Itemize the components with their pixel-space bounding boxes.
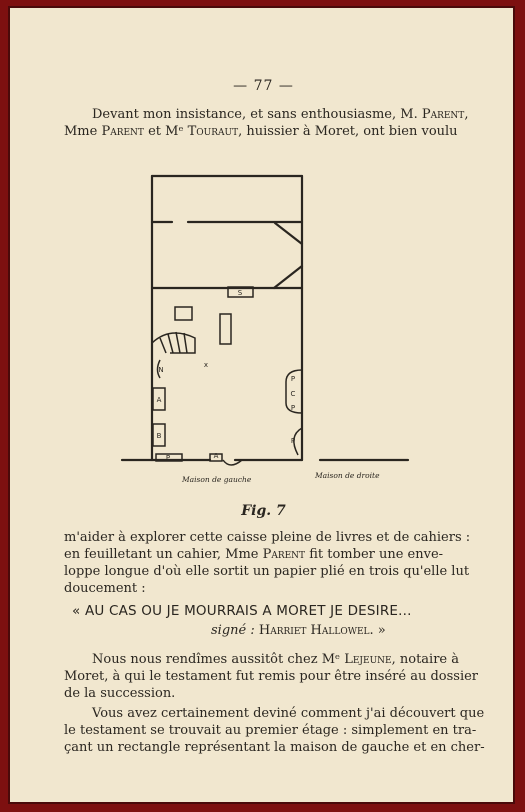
plan-box-table [175, 307, 192, 320]
intro-line-1: Devant mon insistance, et sans enthousiasme, M. Parent, [92, 107, 469, 122]
para3-line-3: çant un rectangle représentant la maison de gauche et en cher- [64, 740, 485, 755]
floor-plan-diagram [10, 8, 517, 498]
para2-line-1: Nous nous rendîmes aussitôt chez Mᵉ Lejeune, notaire à [92, 652, 459, 667]
intro-line-2: Mme Parent et Mᵉ Touraut, huissier à Moret, ont bien voulu [64, 124, 458, 139]
plan-label-p-bottom: P [165, 454, 171, 462]
plan-diagonal-2 [274, 266, 302, 288]
plan-label-c: C [290, 390, 296, 398]
plan-label-p-low: P [290, 437, 296, 445]
figure-caption: Fig. 7 [241, 503, 286, 519]
plan-label-s: S [237, 289, 243, 297]
book-page [8, 6, 515, 804]
para1-line-3: loppe longue d'où elle sortit un papier plié en trois qu'elle lut [64, 564, 470, 579]
house-left-label: Maison de gauche [182, 475, 252, 484]
plan-label-p-upper: P [290, 375, 296, 383]
para3-line-2: le testament se trouvait au premier étage : simplement en tra- [64, 723, 477, 738]
plan-label-p-mid: P [290, 404, 296, 412]
quote-signature: signé : Harriet Hallowel. » [211, 623, 386, 638]
para1-line-4: doucement : [64, 581, 146, 596]
plan-label-b: B [156, 432, 162, 440]
para1-line-1: m'aider à explorer cette caisse pleine de livres et de cahiers : [64, 530, 471, 545]
plan-label-x: x [203, 361, 209, 369]
quote-text: « AU CAS OU JE MOURRAIS A MORET JE DESIRE... [72, 603, 412, 619]
plan-diagonal-1 [275, 223, 302, 244]
para2-line-3: de la succession. [64, 686, 176, 701]
plan-label-a: A [156, 396, 162, 404]
plan-staircase [152, 333, 195, 353]
page-number: — 77 — [233, 78, 294, 94]
plan-label-a-bottom: A [213, 452, 219, 460]
house-right-label: Maison de droite [315, 471, 380, 480]
para2-line-2: Moret, à qui le testament fut remis pour être inséré au dossier [64, 669, 479, 684]
plan-label-n: N [158, 366, 164, 374]
plan-box-cupboard [220, 314, 231, 344]
para3-line-1: Vous avez certainement deviné comment j'ai découvert que [92, 706, 485, 721]
para1-line-2: en feuilletant un cahier, Mme Parent fit tomber une enve- [64, 547, 444, 562]
